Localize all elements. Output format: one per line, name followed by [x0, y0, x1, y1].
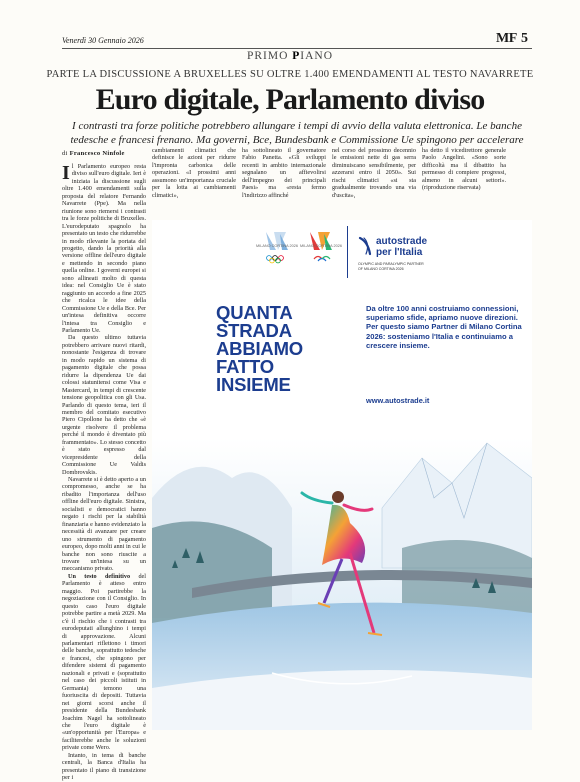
- article-headline: Euro digitale, Parlamento diviso: [95, 83, 485, 116]
- paragraph: nel corso del prossimo decennio le emissioni nette di gas serra diminuiscano sensibilmente, per azzerarsi entro il 2050». Sui rischi climatici «si sta gradualmente trovando una via d'uscita»,: [332, 147, 416, 199]
- ad-headline: QUANTA STRADA ABBIAMO FATTO INSIEME: [216, 302, 303, 395]
- road-icon: [358, 236, 372, 256]
- article-column-2: [152, 147, 236, 199]
- paragraph: ha sottolineato il governatore Fabio Panetta. «Gli sviluppi recenti in ambito internazionale segnalano un affievolirsi dell'impegno dei principali Paesi» ma «resta fermo l'indirizzo affinché: [242, 147, 326, 199]
- partner-subtitle: OLYMPIC AND PARALYMPIC PARTNER OF MILANO CORTINA 2026: [358, 262, 424, 271]
- section-initial: P: [292, 50, 301, 62]
- section-title: [0, 50, 580, 62]
- paragraph: cambiamenti climatici che definisce le azioni per ridurre l'impronta carbonica delle operazioni. «I prossimi anni assumono un'importanza cruciale per la lotta ai cambiamenti climatici»,: [152, 147, 236, 199]
- paragraph: Da questo ultimo tuttavia potrebbero arrivare nuovi ritardi, nonostante l'esigenza di trovare in modo rapido un sistema di pagamento digitale che possa ridurre la dipendenza Ue dai colossi statunitensi come Visa e Mastercard, in tempi di crescente tensione geopolitica con gli Usa. Parlando di questo tema, ieri il membro del comitato esecutivo Piero Cipollone ha detto che «è urgente risolvere il problema perché il mondo è diventato più frammentato». Lo stesso concetto è stato espresso dal vicepresidente della Commissione Ue Valdis Dombrovskis.: [62, 334, 146, 476]
- byline: [62, 150, 125, 157]
- paragraph: l Parlamento europeo resta diviso sull'euro digitale. Ieri è iniziata la discussione sugli oltre 1.400 emendamenti sulla proposta del relatore Fernando Navarrete (Ppe). Ma nella riunione sono riemersi i contrasti tra le forze politiche di Bruxelles. L'eurodeputato spagnolo ha presentato un testo che ridurrebbe in modo rilevante la portata del progetto, dando la priorità alla versione offline dell'euro digitale e mettendo in secondo piano quella online. I governi europei si sono allineati molto di questa idea: nel Consiglio Ue è stato raggiunto un accordo a fine 2025 che ricalca le idee della Commissione Ue e della Bce. Per un'intesa definitiva occorre l'intesa tra Consiglio e Parlamento Ue.: [62, 163, 146, 334]
- paragraph-lead: Un testo definitivo: [68, 572, 131, 580]
- logo-divider: [347, 226, 348, 278]
- article-column-3: [242, 147, 326, 199]
- logo-caption: MILANO CORTINA 2026: [256, 244, 298, 248]
- article-kicker: PARTE LA DISCUSSIONE A BRUXELLES SU OLTRE 1.400 EMENDAMENTI AL TESTO NAVARRETE: [46, 69, 534, 80]
- advertisement[interactable]: [152, 220, 532, 730]
- section-word-2: IANO: [300, 50, 334, 62]
- paragraph: del Parlamento è atteso entro maggio. Poi partirebbe la negoziazione con il Consiglio. In questo caso l'euro digitale potrebbe partire a metà 2029. Ma c'è il rischio che i contrasti tra eurodeputati allunghino i tempi di approvazione. Alcuni parlamentari riflettono i timori delle banche, soprattutto tedesche e francesi, che spingono per difendere sistemi di pagamento nazionali e privati e (soprattutto nel caso dei piccoli istituti in Germania) temono una fuoriuscita di depositi. Tuttavia nei giorni scorsi anche il presidente della Bundesbank Joachim Nagel ha sottolineato che l'euro digitale è «un'opportunità per l'Europa» e faciliterebbe anche le soluzioni private come Wero.: [62, 572, 147, 752]
- article-column-4: [332, 147, 416, 199]
- paragraph: Navarrete si è detto aperto a un compromesso, anche se ha ribadito l'importanza dell'uso offline dell'euro digitale. Sinistra, socialisti e democratici hanno negato i rischi per la stabilità finanziaria e hanno evidenziato la necessità di avanzare per creare uno strumento di pagamento europeo, dopo molti anni in cui le banche non sono riuscite a trovare un'intesa su un meccanismo privato.: [62, 476, 146, 573]
- article-column-1: [62, 163, 146, 782]
- issue-date: Venerdì 30 Gennaio 2026: [62, 36, 144, 45]
- article-subhead: I contrasti tra forze politiche potrebbero allungare i tempi di avvio della valuta elettronica. Le banche tedesche e francesi frenano. Ma governi, Bce, Bundesbank e Commissione Ue spingono per accelerare: [70, 120, 524, 146]
- publication-logo: MF: [496, 31, 517, 46]
- header-rule: [62, 48, 532, 49]
- section-word-1: PRIMO: [246, 50, 289, 62]
- byline-prefix: di: [62, 150, 68, 157]
- ad-link[interactable]: www.autostrade.it: [366, 396, 430, 405]
- winter-landscape-illustration: [152, 438, 532, 730]
- author-name: Francesco Ninfole: [69, 150, 125, 157]
- paragraph: ha detto il vicedirettore generale Paolo Angelini. «Sono sorte difficoltà ma il dibattito ha permesso di compiere progressi, almeno in alcuni settori». (riproduzione riservata): [422, 147, 506, 192]
- logo-caption: MILANO CORTINA 2026: [300, 244, 342, 248]
- paragraph: Intanto, in tema di banche centrali, la Banca d'Italia ha presentato il piano di transizione per i: [62, 751, 146, 782]
- page-number: 5: [521, 31, 528, 46]
- partner-name: autostrade per l'Italia: [376, 236, 428, 258]
- drop-cap: I: [62, 162, 70, 184]
- article-column-5: [422, 147, 506, 192]
- ad-body-copy: Da oltre 100 anni costruiamo connessioni, superiamo sfide, apriamo nuove direzioni. Per questo siamo Partner di Milano Cortina 2026: sosteniamo l'Italia e continuiamo a crescere insieme.: [366, 304, 522, 350]
